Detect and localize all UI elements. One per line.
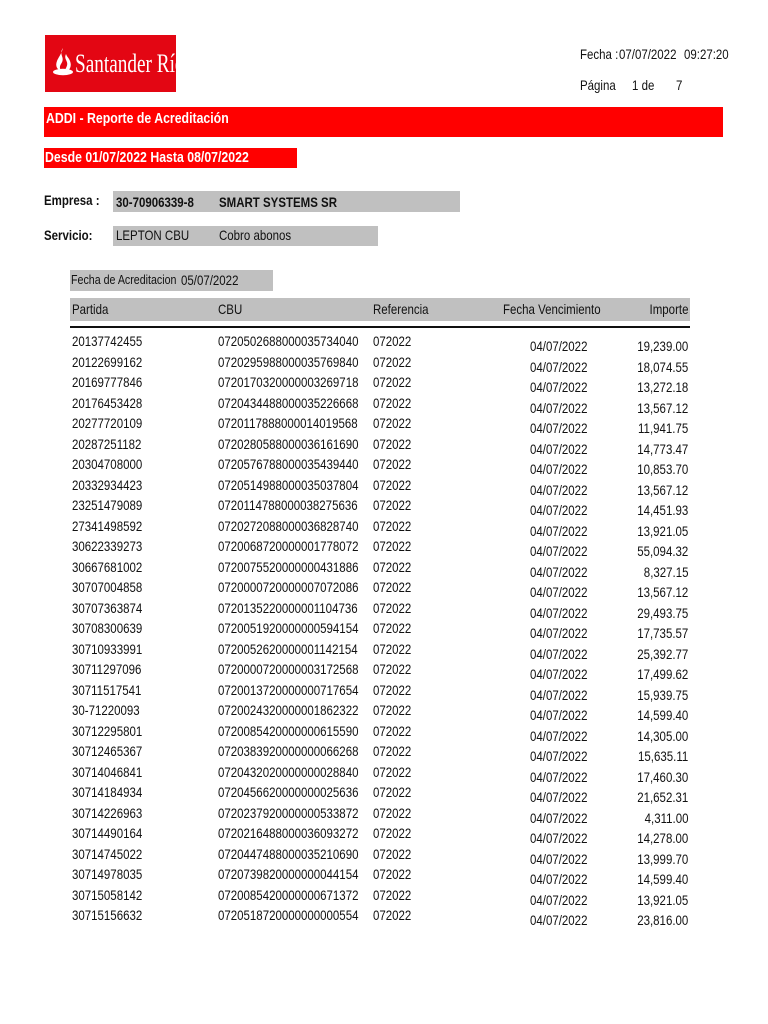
cbu-cell: 0720514988000035037804 <box>218 476 359 493</box>
table-row <box>70 682 690 703</box>
partida-cell: 23251479089 <box>72 497 143 513</box>
empresa-name: SMART SYSTEMS SR <box>219 194 338 210</box>
partida-cell: 30711297096 <box>72 661 142 677</box>
cbu-cell: 0720272088000036828740 <box>218 517 359 534</box>
fecha-vencimiento-cell: 04/07/2022 <box>530 399 588 416</box>
cbu-cell: 0720432020000000028840 <box>218 763 359 780</box>
table-row <box>70 764 690 785</box>
table-row <box>70 395 690 416</box>
referencia-cell: 072022 <box>373 845 412 862</box>
importe-cell: 10,853.70 <box>636 461 688 477</box>
header-divider <box>70 326 690 328</box>
cbu-cell: 0720024320000001862322 <box>218 702 359 718</box>
referencia-cell: 072022 <box>373 353 412 370</box>
table-row <box>70 661 690 682</box>
fecha-vencimiento-cell: 04/07/2022 <box>530 358 588 375</box>
cbu-cell: 0720135220000001104736 <box>218 599 358 616</box>
fecha-vencimiento-cell: 04/07/2022 <box>530 871 588 887</box>
importe-cell: 14,451.93 <box>636 502 688 518</box>
referencia-cell: 072022 <box>373 415 412 431</box>
fecha-vencimiento-cell: 04/07/2022 <box>530 912 588 928</box>
fecha-vencimiento-cell: 04/07/2022 <box>530 830 588 846</box>
importe-cell: 14,773.47 <box>636 440 688 457</box>
fecha-vencimiento-cell: 04/07/2022 <box>530 789 588 805</box>
cbu-cell: 0720383920000000066268 <box>218 743 359 759</box>
cbu-cell: 0720447488000035210690 <box>218 845 359 862</box>
empresa-cuit: 30-70906339-8 <box>116 194 194 210</box>
importe-cell: 17,499.62 <box>636 666 688 682</box>
table-row <box>70 907 690 928</box>
table-row <box>70 518 690 539</box>
importe-cell: 17,460.30 <box>636 768 688 785</box>
partida-cell: 30-71220093 <box>72 702 140 718</box>
table-row <box>70 559 690 580</box>
cbu-cell: 0720518720000000000554 <box>218 907 359 923</box>
empresa-label: Empresa : <box>44 192 100 208</box>
referencia-cell: 072022 <box>373 456 412 472</box>
partida-cell: 30714184934 <box>72 784 143 800</box>
fecha-vencimiento-cell: 04/07/2022 <box>530 707 588 723</box>
flame-icon <box>52 46 74 76</box>
fecha-vencimiento-cell: 04/07/2022 <box>530 522 588 539</box>
partida-cell: 20169777846 <box>72 374 143 390</box>
table-row <box>70 497 690 518</box>
fecha-label: Fecha : <box>580 46 619 62</box>
importe-cell: 18,074.55 <box>636 358 688 375</box>
servicio-label: Servicio: <box>44 227 93 243</box>
referencia-cell: 072022 <box>373 886 412 903</box>
importe-cell: 25,392.77 <box>636 645 688 662</box>
partida-cell: 20176453428 <box>72 394 143 411</box>
table-row <box>70 477 690 498</box>
table-row <box>70 825 690 846</box>
table-row <box>70 620 690 641</box>
cbu-cell: 0720576788000035439440 <box>218 456 359 472</box>
partida-cell: 30708300639 <box>72 620 143 636</box>
table-row <box>70 641 690 662</box>
referencia-cell: 072022 <box>373 681 412 698</box>
partida-cell: 27341498592 <box>72 517 143 534</box>
servicio-code: LEPTON CBU <box>116 227 190 243</box>
servicio-desc: Cobro abonos <box>219 227 292 243</box>
table-row <box>70 600 690 621</box>
pagina-label: Página <box>580 77 616 93</box>
importe-cell: 13,567.12 <box>636 481 688 498</box>
cbu-cell: 0720434488000035226668 <box>218 394 359 411</box>
partida-cell: 30714490164 <box>72 825 143 841</box>
partida-cell: 30667681002 <box>72 558 143 575</box>
partida-cell: 20287251182 <box>72 435 142 452</box>
cbu-cell: 0720295988000035769840 <box>218 353 359 370</box>
date-range: Desde 01/07/2022 Hasta 08/07/2022 <box>45 149 249 166</box>
table-row <box>70 374 690 395</box>
referencia-cell: 072022 <box>373 804 412 821</box>
fecha-vencimiento-cell: 04/07/2022 <box>530 563 588 580</box>
importe-cell: 14,305.00 <box>636 727 688 744</box>
fecha-vencimiento-cell: 04/07/2022 <box>530 768 588 785</box>
partida-cell: 20137742455 <box>72 333 143 349</box>
cbu-cell: 0720085420000000615590 <box>218 722 359 739</box>
partida-cell: 30707004858 <box>72 579 143 595</box>
importe-cell: 21,652.31 <box>636 789 688 805</box>
date-range-bar <box>44 148 297 168</box>
partida-cell: 30715058142 <box>72 886 143 903</box>
referencia-cell: 072022 <box>373 558 412 575</box>
column-header-referencia: Referencia <box>373 301 429 317</box>
fecha-vencimiento-cell: 04/07/2022 <box>530 338 588 354</box>
table-row <box>70 538 690 559</box>
importe-cell: 17,735.57 <box>636 625 688 641</box>
report-title-bar <box>44 107 723 137</box>
importe-cell: 13,921.05 <box>636 891 688 908</box>
table-row <box>70 702 690 723</box>
partida-cell: 20304708000 <box>72 456 143 472</box>
page-total: 7 <box>676 77 683 93</box>
cbu-cell: 0720068720000001778072 <box>218 538 359 554</box>
partida-cell: 30710933991 <box>72 640 143 657</box>
importe-cell: 14,599.40 <box>636 871 688 887</box>
importe-cell: 14,278.00 <box>636 830 688 846</box>
cbu-cell: 0720000720000003172568 <box>218 661 359 677</box>
referencia-cell: 072022 <box>373 743 412 759</box>
partida-cell: 30712295801 <box>72 722 143 739</box>
referencia-cell: 072022 <box>373 538 412 554</box>
importe-cell: 13,567.12 <box>636 584 688 600</box>
partida-cell: 30712465367 <box>72 743 143 759</box>
column-header-importe: Importe <box>649 301 688 317</box>
importe-cell: 19,239.00 <box>636 338 688 354</box>
referencia-cell: 072022 <box>373 784 412 800</box>
table-row <box>70 743 690 764</box>
fecha-vencimiento-cell: 04/07/2022 <box>530 809 588 826</box>
fecha-vencimiento-cell: 04/07/2022 <box>530 686 588 703</box>
referencia-cell: 072022 <box>373 702 412 718</box>
referencia-cell: 072022 <box>373 394 412 411</box>
partida-cell: 20332934423 <box>72 476 143 493</box>
table-row <box>70 805 690 826</box>
cbu-cell: 0720280588000036161690 <box>218 435 359 452</box>
fecha-vencimiento-cell: 04/07/2022 <box>530 891 588 908</box>
brand-name: Santander Río <box>75 49 185 78</box>
fecha-vencimiento-cell: 04/07/2022 <box>530 625 588 641</box>
referencia-cell: 072022 <box>373 517 412 534</box>
fecha-vencimiento-cell: 04/07/2022 <box>530 420 588 436</box>
table-row <box>70 723 690 744</box>
partida-cell: 30711517541 <box>72 681 142 698</box>
importe-cell: 13,567.12 <box>636 399 688 416</box>
fecha-vencimiento-cell: 04/07/2022 <box>530 748 588 764</box>
importe-cell: 15,939.75 <box>636 686 688 703</box>
fecha-vencimiento-cell: 04/07/2022 <box>530 727 588 744</box>
cbu-cell: 0720000720000007072086 <box>218 579 359 595</box>
importe-cell: 8,327.15 <box>643 563 688 580</box>
referencia-cell: 072022 <box>373 825 412 841</box>
cbu-cell: 0720052620000001142154 <box>218 640 358 657</box>
fecha-acred-value: 05/07/2022 <box>181 272 239 288</box>
referencia-cell: 072022 <box>373 620 412 636</box>
table-row <box>70 436 690 457</box>
cbu-cell: 0720013720000000717654 <box>218 681 359 698</box>
table-row <box>70 354 690 375</box>
cbu-cell: 0720237920000000533872 <box>218 804 359 821</box>
partida-cell: 20277720109 <box>72 415 143 431</box>
table-row <box>70 887 690 908</box>
referencia-cell: 072022 <box>373 435 412 452</box>
cbu-cell: 0720085420000000671372 <box>218 886 359 903</box>
fecha-vencimiento-cell: 04/07/2022 <box>530 584 588 600</box>
importe-cell: 4,311.00 <box>644 809 688 826</box>
importe-cell: 29,493.75 <box>636 604 688 621</box>
cbu-cell: 0720075520000000431886 <box>218 558 359 575</box>
table-row <box>70 579 690 600</box>
partida-cell: 30714978035 <box>72 866 143 882</box>
cbu-cell: 0720456620000000025636 <box>218 784 359 800</box>
fecha-vencimiento-cell: 04/07/2022 <box>530 440 588 457</box>
table-row <box>70 415 690 436</box>
referencia-cell: 072022 <box>373 866 412 882</box>
table-body <box>70 333 690 928</box>
report-title: ADDI - Reporte de Acreditación <box>46 110 229 127</box>
referencia-cell: 072022 <box>373 333 412 349</box>
partida-cell: 30622339273 <box>72 538 143 554</box>
page-current: 1 de <box>632 77 655 93</box>
cbu-cell: 0720051920000000594154 <box>218 620 359 636</box>
importe-cell: 55,094.32 <box>636 543 688 559</box>
fecha-value: 07/07/2022 <box>619 46 677 62</box>
partida-cell: 30714745022 <box>72 845 143 862</box>
table-row <box>70 784 690 805</box>
table-row <box>70 333 690 354</box>
fecha-vencimiento-cell: 04/07/2022 <box>530 666 588 682</box>
partida-cell: 20122699162 <box>72 353 143 370</box>
referencia-cell: 072022 <box>373 763 412 780</box>
referencia-cell: 072022 <box>373 497 412 513</box>
importe-cell: 13,272.18 <box>636 379 688 395</box>
cbu-cell: 0720117888000014019568 <box>218 415 358 431</box>
referencia-cell: 072022 <box>373 476 412 493</box>
fecha-vencimiento-cell: 04/07/2022 <box>530 379 588 395</box>
fecha-acred-label: Fecha de Acreditacion <box>71 272 177 287</box>
cbu-cell: 0720216488000036093272 <box>218 825 359 841</box>
cbu-cell: 0720502688000035734040 <box>218 333 359 349</box>
importe-cell: 11,941.75 <box>637 420 688 436</box>
importe-cell: 14,599.40 <box>636 707 688 723</box>
cbu-cell: 0720170320000003269718 <box>218 374 359 390</box>
referencia-cell: 072022 <box>373 907 412 923</box>
column-header-cbu: CBU <box>218 301 243 317</box>
partida-cell: 30707363874 <box>72 599 143 616</box>
fecha-vencimiento-cell: 04/07/2022 <box>530 543 588 559</box>
importe-cell: 15,635.11 <box>637 748 688 764</box>
time-value: 09:27:20 <box>684 46 729 62</box>
referencia-cell: 072022 <box>373 374 412 390</box>
fecha-vencimiento-cell: 04/07/2022 <box>530 850 588 867</box>
importe-cell: 13,999.70 <box>636 850 688 867</box>
fecha-vencimiento-cell: 04/07/2022 <box>530 502 588 518</box>
table-row <box>70 846 690 867</box>
fecha-vencimiento-cell: 04/07/2022 <box>530 481 588 498</box>
importe-cell: 23,816.00 <box>636 912 688 928</box>
column-header-fecha-vencimiento: Fecha Vencimiento <box>503 301 601 317</box>
importe-cell: 13,921.05 <box>636 522 688 539</box>
referencia-cell: 072022 <box>373 640 412 657</box>
referencia-cell: 072022 <box>373 599 412 616</box>
partida-cell: 30714226963 <box>72 804 143 821</box>
column-header-partida: Partida <box>72 301 109 317</box>
cbu-cell: 0720739820000000044154 <box>218 866 359 882</box>
table-row <box>70 866 690 887</box>
fecha-vencimiento-cell: 04/07/2022 <box>530 461 588 477</box>
referencia-cell: 072022 <box>373 579 412 595</box>
table-row <box>70 456 690 477</box>
santander-logo <box>45 35 185 92</box>
referencia-cell: 072022 <box>373 722 412 739</box>
cbu-cell: 0720114788000038275636 <box>218 497 358 513</box>
partida-cell: 30715156632 <box>72 907 143 923</box>
fecha-vencimiento-cell: 04/07/2022 <box>530 645 588 662</box>
partida-cell: 30714046841 <box>72 763 143 780</box>
fecha-vencimiento-cell: 04/07/2022 <box>530 604 588 621</box>
referencia-cell: 072022 <box>373 661 412 677</box>
